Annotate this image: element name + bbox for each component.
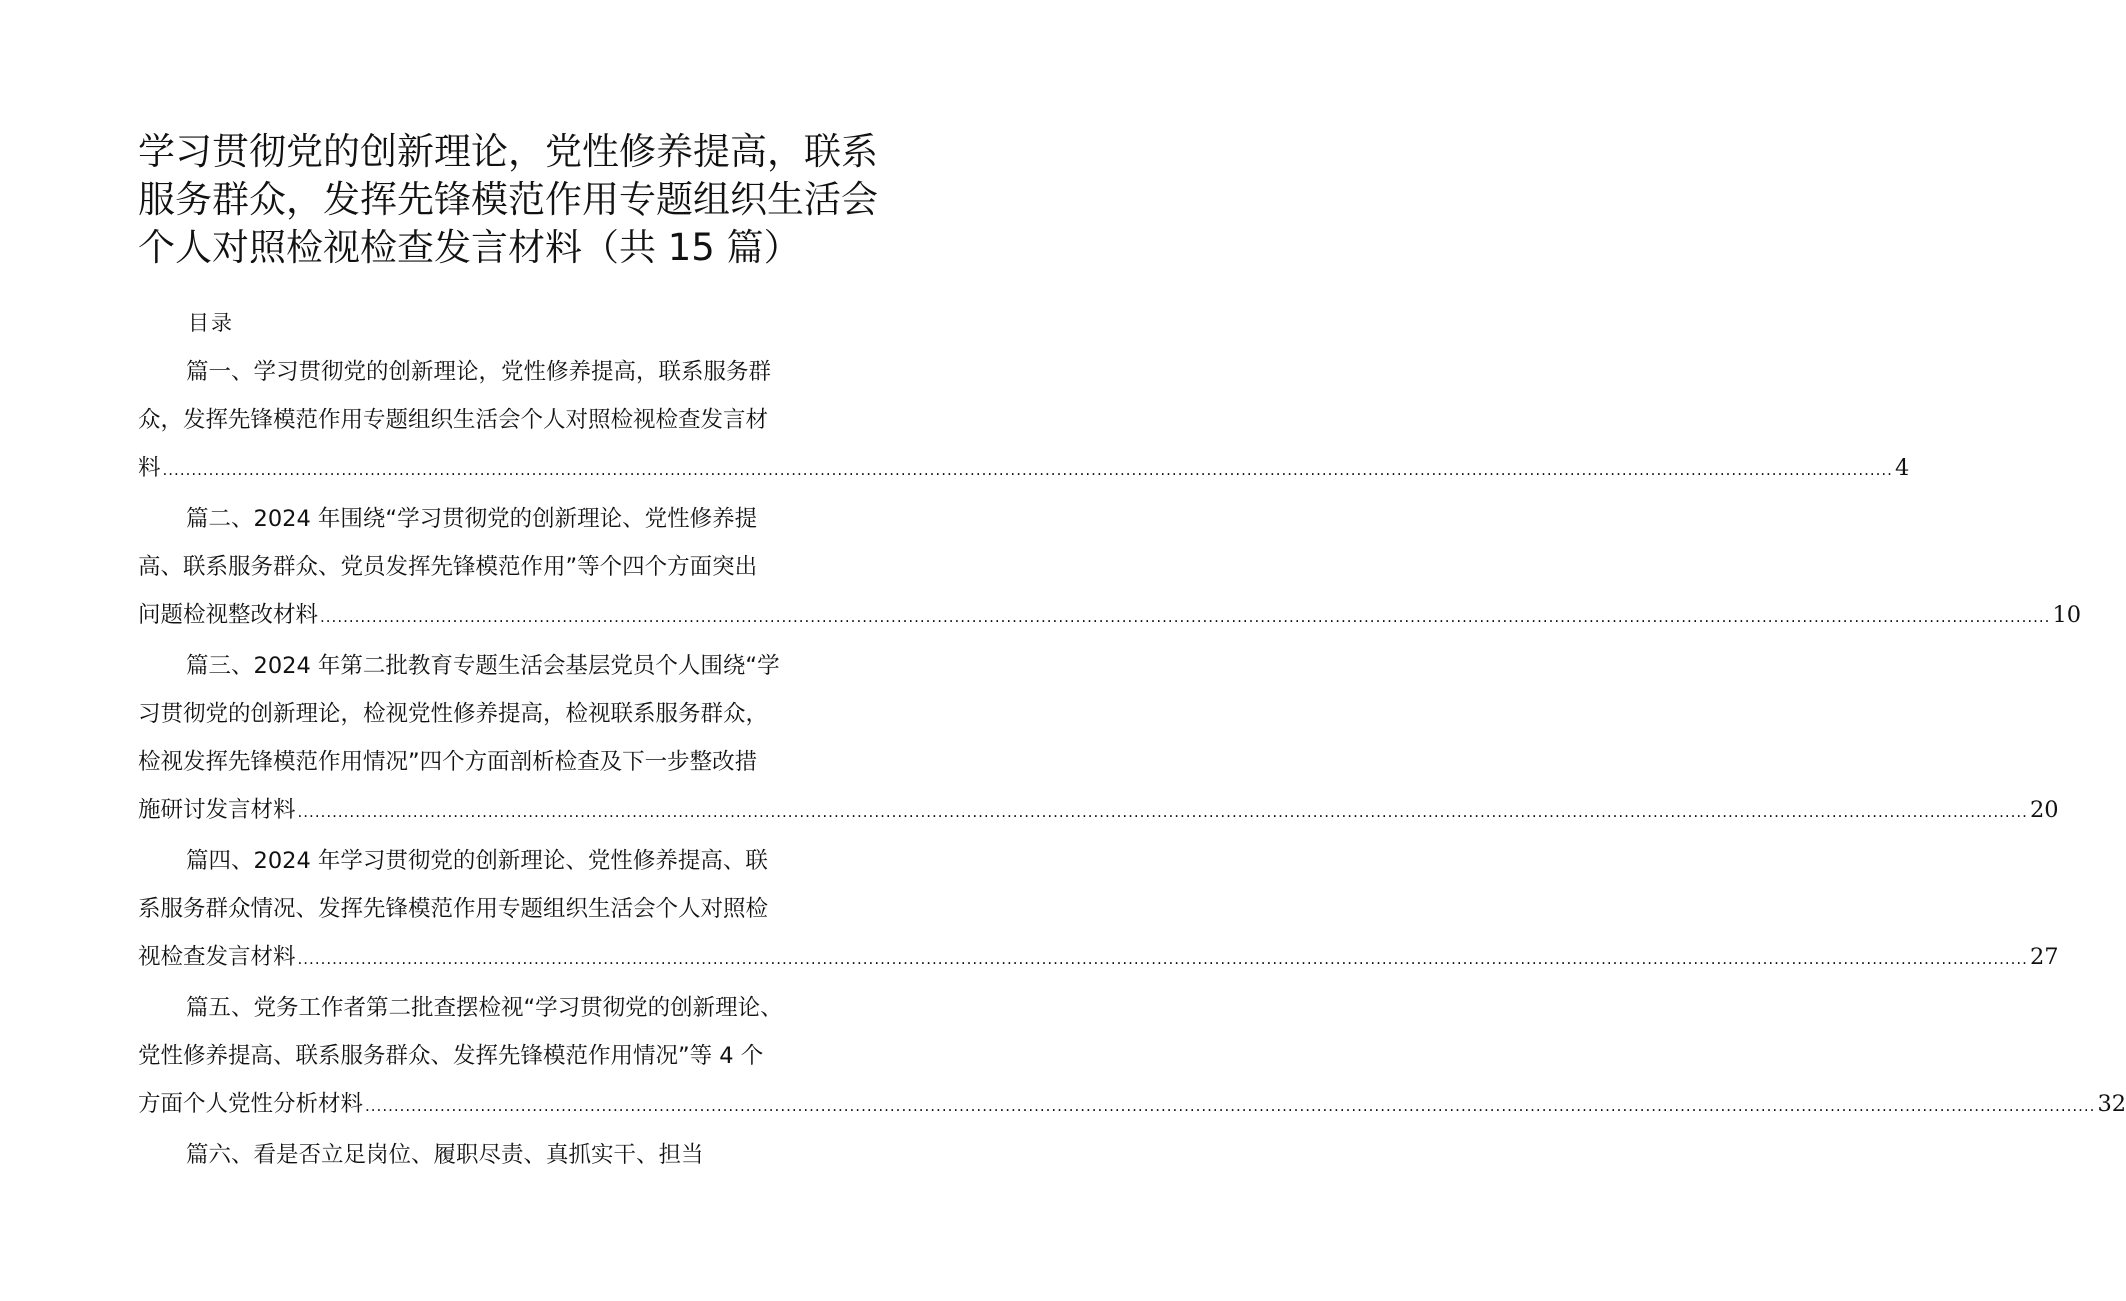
- toc-entry[interactable]: [138, 1131, 788, 1179]
- toc-page-number: 32: [2097, 1091, 2126, 1117]
- toc-entry-text: 篇五、党务工作者第二批查摆检视“学习贯彻党的创新理论、: [186, 995, 783, 1021]
- toc-entry[interactable]: [138, 495, 2082, 639]
- toc-entry-text: 视检查发言材料: [138, 944, 296, 970]
- toc-entry-text: 问题检视整改材料: [138, 602, 319, 628]
- toc-entry-text: 党性修养提高、联系服务群众、发挥先锋模范作用情况”等 4 个: [138, 1043, 764, 1069]
- toc-heading: 目录: [188, 311, 234, 335]
- dot-leader: ............................................................................................................................................................................................................................................................................................................: [297, 803, 2028, 821]
- dot-leader: ............................................................................................................................................................................................................................................................................................................: [297, 950, 2028, 968]
- title-line: 服务群众，发挥先锋模范作用专题组织生活会: [138, 178, 878, 221]
- toc-entry-text: 系服务群众情况、发挥先锋模范作用专题组织生活会个人对照检: [138, 896, 769, 922]
- toc-entry-text: 篇三、2024 年第二批教育专题生活会基层党员个人围绕“学: [186, 653, 780, 679]
- dot-leader: ............................................................................................................................................................................................................................................................................................................: [320, 608, 2051, 626]
- dot-leader: ............................................................................................................................................................................................................................................................................................................: [365, 1097, 2096, 1115]
- toc-entry-text: 篇二、2024 年围绕“学习贯彻党的创新理论、党性修养提: [186, 506, 758, 532]
- title-line: 个人对照检视检查发言材料（共 15 篇）: [138, 226, 801, 269]
- toc-entry-text: 方面个人党性分析材料: [138, 1091, 364, 1117]
- document-title: [138, 128, 878, 272]
- toc-entry-text: 篇一、学习贯彻党的创新理论，党性修养提高，联系服务群: [186, 359, 772, 385]
- toc-entry-text: 料: [138, 455, 161, 481]
- toc-page-number: 10: [2052, 602, 2082, 628]
- toc-page-number: 4: [1894, 455, 1910, 481]
- toc-entry-text: 高、联系服务群众、党员发挥先锋模范作用”等个四个方面突出: [138, 554, 758, 580]
- toc-entry-text: 篇四、2024 年学习贯彻党的创新理论、党性修养提高、联: [186, 848, 768, 874]
- toc-page-number: 27: [2029, 944, 2059, 970]
- toc-entry[interactable]: [138, 348, 1910, 492]
- dot-leader: ............................................................................................................................................................................................................................................................................................................: [162, 461, 1893, 479]
- toc-entry-text: 习贯彻党的创新理论，检视党性修养提高，检视联系服务群众，: [138, 701, 769, 727]
- toc-page-number: 20: [2029, 797, 2059, 823]
- table-of-contents: [138, 348, 2126, 1182]
- toc-entry-text: 众，发挥先锋模范作用专题组织生活会个人对照检视检查发言材: [138, 407, 769, 433]
- title-line: 学习贯彻党的创新理论，党性修养提高，联系: [138, 130, 878, 173]
- toc-entry-text: 检视发挥先锋模范作用情况”四个方面剖析检查及下一步整改措: [138, 749, 758, 775]
- toc-entry[interactable]: [138, 984, 2126, 1128]
- toc-entry-text: 施研讨发言材料: [138, 797, 296, 823]
- toc-entry[interactable]: [138, 642, 2059, 834]
- toc-entry[interactable]: [138, 837, 2059, 981]
- toc-entry-text: 篇六、看是否立足岗位、履职尽责、真抓实干、担当: [186, 1142, 704, 1168]
